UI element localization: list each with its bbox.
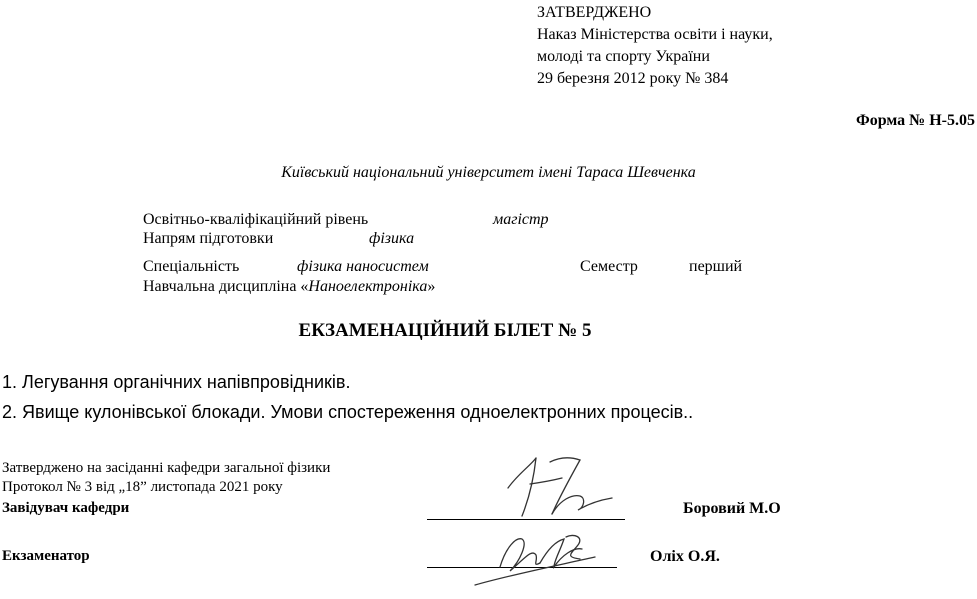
level-label: Освітньо-кваліфікаційний рівень xyxy=(143,211,369,228)
head-signature xyxy=(500,452,620,527)
approval-ministry: молоді та спорту України xyxy=(537,48,710,65)
approval-order: Наказ Міністерства освіти і науки, xyxy=(537,26,773,43)
discipline-label: Навчальна дисципліна xyxy=(143,278,297,295)
ticket-title: ЕКЗАМЕНАЦІЙНИЙ БІЛЕТ № 5 xyxy=(298,320,592,341)
examiner-signature xyxy=(470,527,600,589)
discipline-close-quote: » xyxy=(427,278,436,295)
protocol-line: Протокол № 3 від „18” листопада 2021 року xyxy=(2,479,283,495)
examiner-label: Екзаменатор xyxy=(2,548,90,564)
form-number: Форма № Н-5.05 xyxy=(855,112,975,129)
question-1: 1. Легування органічних напівпровідників. xyxy=(2,372,351,392)
approval-date: 29 березня 2012 року № 384 xyxy=(537,70,729,87)
question-2: 2. Явище кулонівської блокади. Умови спостереження одноелектронних процесів.. xyxy=(2,402,694,422)
approval-title: ЗАТВЕРДЖЕНО xyxy=(537,4,652,21)
specialty-value: фізика наносистем xyxy=(297,258,429,275)
discipline-value: Наноелектроніка xyxy=(308,278,428,295)
head-label: Завідувач кафедри xyxy=(2,500,130,516)
university-name: Київський національний університет імені Тараса Шевченка xyxy=(281,164,696,181)
approved-at-meeting: Затверджено на засіданні кафедри загальної фізики xyxy=(2,460,331,476)
discipline-line xyxy=(143,278,435,296)
head-name: Боровий М.О xyxy=(683,500,781,517)
specialty-label: Спеціальність xyxy=(143,258,240,275)
approval-block xyxy=(537,2,773,90)
examiner-name: Оліх О.Я. xyxy=(650,548,720,565)
level-value: магістр xyxy=(493,211,549,228)
direction-label: Напрям підготовки xyxy=(143,230,274,247)
direction-value: фізика xyxy=(369,230,415,247)
discipline-open-quote: « xyxy=(300,278,309,295)
semester-label: Семестр xyxy=(580,258,638,275)
semester-value: перший xyxy=(689,258,743,275)
